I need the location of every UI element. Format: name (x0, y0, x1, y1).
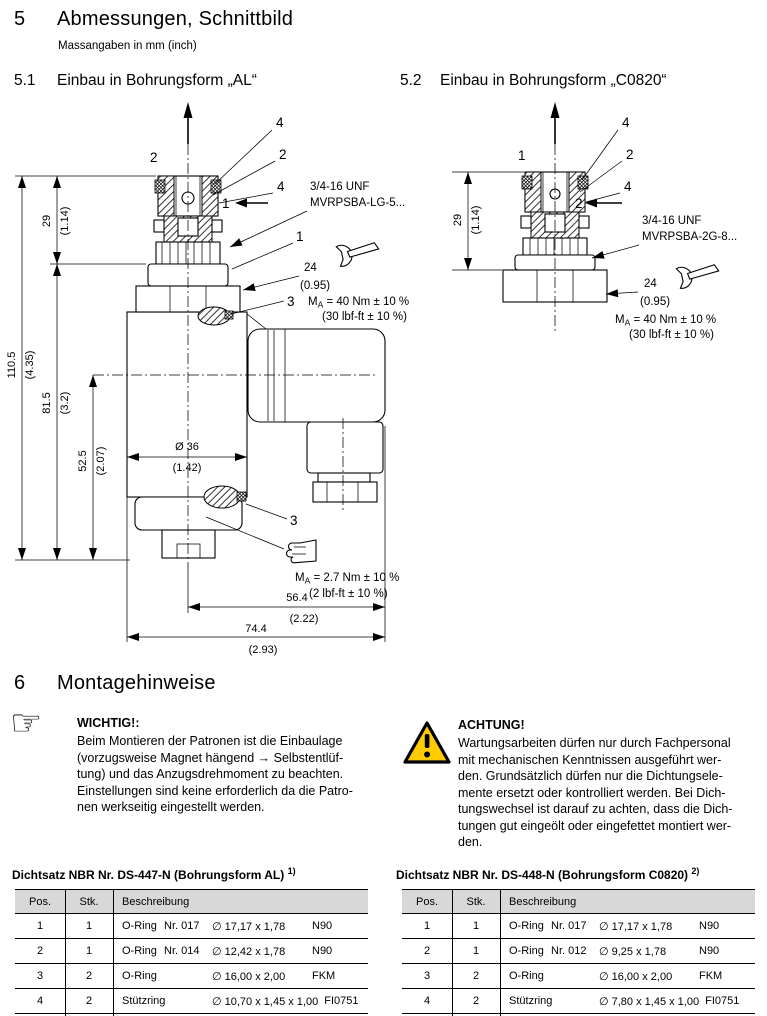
figure-al-cross-section (0, 100, 440, 665)
manual-override-hand-icon (287, 540, 317, 563)
wrench-icon (336, 238, 380, 267)
wrench-icon (676, 260, 720, 289)
dim-dia-in: (1.42) (172, 462, 202, 474)
achtung-line: Wartungsarbeiten dürfen nur durch Fachpersonal (458, 736, 731, 750)
wrench-size-inch: (0.95) (300, 280, 331, 292)
thread-spec-line2: MVRPSBA-LG-5... (310, 197, 406, 209)
seal-kit-c0820-caption: Dichtsatz NBR Nr. DS-448-N (Bohrungsform C0820) $^{2)}$ (396, 866, 700, 882)
col-header-stk: Stk. (79, 895, 99, 908)
col-header-stk: Stk. (466, 895, 486, 908)
dim-w1-in: (2.22) (289, 613, 319, 625)
section-5-title: Abmessungen, Schnittbild (57, 8, 294, 30)
table-row: 3 2 O-Ring ∅ 16,00 x 2,00 FKM (402, 963, 755, 988)
achtung-line: tungen gut eingeölt oder eingefettet montiert wer- (458, 818, 732, 833)
torque-spec-27nm-lbf: (2 lbf-ft ± 10 %) (309, 588, 388, 600)
wichtig-line: (vorzugsweise Magnet hängend → Selbstentlüf- (77, 750, 344, 765)
achtung-title: ACHTUNG! (458, 718, 525, 732)
callout-2b: 2 (279, 147, 287, 162)
callout-1-adapter: 1 (296, 229, 304, 244)
callout-port-1: 1 (222, 196, 230, 211)
table-row: 2 1 O-Ring Nr. 014 ∅ 12,42 x 1,78 N90 (15, 938, 368, 963)
torque-spec-40nm-lbf: (30 lbf-ft ± 10 %) (322, 311, 407, 323)
wichtig-title: WICHTIG!: (77, 716, 140, 730)
col-header-pos: Pos. (28, 895, 51, 908)
wichtig-line: nen werkseitig eingestellt werden. (77, 800, 265, 814)
callout-2a: 2 (626, 147, 634, 162)
wichtig-line: Einstellungen sind keine erforderlich da die Patro- (77, 783, 353, 798)
table-row: 1 1 O-Ring Nr. 017 ∅ 17,17 x 1,78 N90 (402, 913, 755, 938)
table-header-row (15, 889, 368, 913)
callout-1-top: 1 (518, 148, 526, 163)
thread-spec-line1: 3/4-16 UNF (642, 215, 702, 227)
dim-body-mm: 81.5 (41, 392, 53, 414)
seal-kit-al-caption: Dichtsatz NBR Nr. DS-447-N (Bohrungsform AL) $^{1)}$ (12, 866, 296, 882)
torque-spec-40nm: $M_A = 40$ Nm ± 10 % (615, 314, 717, 328)
seal-kit-table-c0820 (402, 889, 755, 1014)
callout-3-upper: 3 (287, 294, 295, 309)
thread-spec-line2: MVRPSBA-2G-8... (642, 231, 738, 243)
table-row: 3 2 O-Ring ∅ 16,00 x 2,00 FKM (15, 963, 368, 988)
pointing-hand-icon: ☞ (10, 703, 43, 744)
col-header-beschreibung: Beschreibung (122, 895, 190, 908)
achtung-line: mente ersetzt oder kontrolliert werden. Bei Dich- (458, 785, 726, 800)
table-row: 1 1 O-Ring Nr. 017 ∅ 17,17 x 1,78 N90 (15, 913, 368, 938)
gland-step (318, 473, 370, 482)
dim-head-in: (1.14) (59, 206, 71, 236)
table-header-row (402, 889, 755, 913)
table-row: 2 1 O-Ring Nr. 012 ∅ 9,25 x 1,78 N90 (402, 938, 755, 963)
callout-port-2: 2 (575, 196, 583, 211)
section-5-2-title: Einbau in Bohrungsform „C0820“ (440, 72, 667, 89)
connector-block (307, 422, 383, 473)
o-ring-left (155, 180, 165, 193)
dim-w2-mm: 74.4 (245, 623, 267, 635)
section-5-1-title: Einbau in Bohrungsform „AL“ (57, 72, 257, 89)
footnote-ref-2: 2) (691, 866, 700, 876)
col-header-pos: Pos. (415, 895, 438, 908)
dim-w1-mm: 56.4 (286, 592, 308, 604)
achtung-line: den. (458, 835, 483, 849)
wichtig-line: tung) und das Anzugsdrehmoment zu beachten. (77, 767, 344, 781)
o-ring-left (522, 176, 532, 189)
section-6-number: 6 (14, 672, 26, 694)
callout-4a: 4 (276, 115, 284, 130)
wrench-size-inch: (0.95) (640, 296, 671, 308)
dim-head-mm: 29 (41, 214, 53, 228)
units-note: Massangaben in mm (inch) (58, 40, 197, 52)
callout-2-top: 2 (150, 150, 158, 165)
achtung-line: den. Grundsätzlich dürfen nur die Dichtungsele- (458, 769, 723, 783)
wichtig-line: Beim Montieren der Patronen ist die Einbaulage (77, 734, 343, 748)
wrench-size: 24 (304, 262, 317, 274)
torque-spec-40nm: $M_A = 40$ Nm ± 10 % (308, 296, 410, 310)
achtung-line: mit mechanischen Kenntnissen ausgeführt wer- (458, 752, 722, 767)
callout-4a: 4 (622, 115, 630, 130)
valve-body-drawing (127, 176, 385, 558)
achtung-line: tungswechsel ist darauf zu achten, dass die Dich- (458, 802, 733, 816)
section-5-1-number: 5.1 (14, 72, 36, 89)
seal-kit-table-al (15, 889, 368, 1014)
wrench-size: 24 (644, 278, 657, 290)
cable-gland-hex (313, 482, 377, 502)
table-row: 4 2 Stützring ∅ 10,70 x 1,45 x 1,00 FI0751 (15, 988, 368, 1014)
section-6-title: Montagehinweise (57, 672, 216, 694)
torque-spec-40nm-lbf: (30 lbf-ft ± 10 %) (629, 329, 714, 341)
achtung-body (458, 735, 732, 851)
section-5-2-number: 5.2 (400, 72, 422, 89)
thread-spec-line1: 3/4-16 UNF (310, 181, 370, 193)
col-header-beschreibung: Beschreibung (509, 895, 577, 908)
dim-head-mm: 29 (452, 213, 464, 227)
footnote-ref-1: 1) (287, 866, 296, 876)
warning-triangle-icon (403, 720, 451, 766)
dim-head-in: (1.14) (470, 205, 482, 235)
section-5-number: 5 (14, 8, 26, 30)
dim-lower-mm: 52.5 (77, 450, 89, 472)
dim-lower-in: (2.07) (95, 446, 107, 476)
dim-total-mm: 110.5 (6, 351, 18, 379)
port-arrow (585, 199, 597, 208)
dim-body-in: (3.2) (59, 391, 71, 415)
solenoid-connector (248, 329, 385, 422)
table-row: 4 2 Stützring ∅ 7,80 x 1,45 x 1,00 FI0751 (402, 988, 755, 1014)
figure-c0820-cross-section (440, 100, 767, 350)
torque-spec-27nm: $M_A = 2.7$ Nm ± 10 % (295, 572, 400, 586)
callout-4b: 4 (277, 179, 285, 194)
dim-total-in: (4.35) (24, 350, 36, 380)
wichtig-body (77, 733, 353, 816)
dim-dia-mm: Ø 36 (175, 441, 199, 453)
callout-3-lower: 3 (290, 513, 298, 528)
dim-w2-in: (2.93) (248, 644, 278, 656)
seal-lower (204, 486, 240, 508)
callout-4b: 4 (624, 179, 632, 194)
